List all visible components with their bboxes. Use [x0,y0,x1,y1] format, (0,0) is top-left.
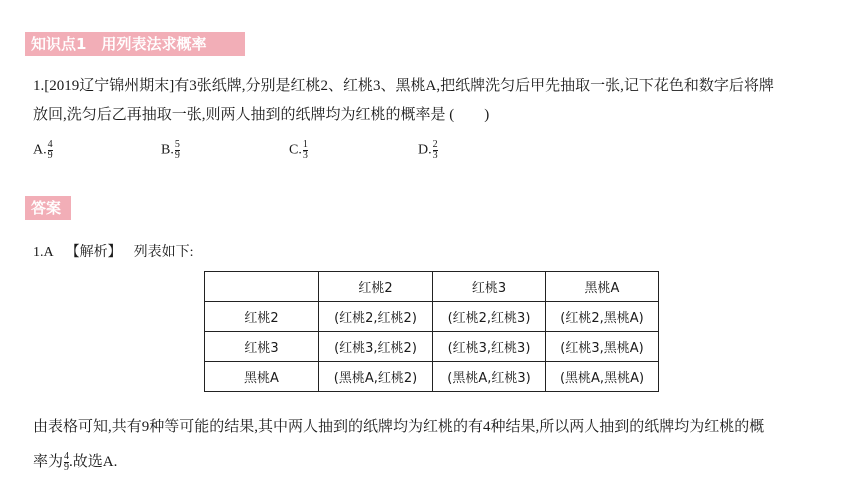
denominator: 3 [302,150,308,161]
question-line-2: 放回,洗匀后乙再抽取一张,则两人抽到的纸牌均为红桃的概率是 ( ) [33,107,490,123]
table-cell: (红桃3,红桃2) [319,332,433,362]
table-row-header: 黑桃A [205,362,319,392]
conclusion-pre: 率为 [33,454,64,470]
conclusion-line-2 [33,450,117,473]
table-header-cell: 红桃2 [319,272,433,302]
table-row [205,362,659,392]
table-row [205,332,659,362]
choice-letter: C. [289,142,302,158]
answer-line [33,241,194,261]
choice-d [418,140,438,161]
table-cell: (红桃2,红桃3) [433,302,546,332]
fraction [433,140,438,161]
denominator: 9 [174,150,180,161]
table-row [205,302,659,332]
numerator: 2 [432,139,438,150]
answer-intro: 列表如下: [133,245,194,260]
analysis-tag: 【解析】 [65,245,122,260]
choice-b [161,140,180,161]
choice-letter: D. [418,142,432,158]
numerator: 4 [47,139,53,150]
table-cell: (黑桃A,黑桃A) [546,362,659,392]
choice-letter: A. [33,142,47,158]
fraction [303,140,308,161]
table-header-cell: 红桃3 [433,272,546,302]
denominator: 9 [64,462,70,474]
conclusion-line-1: 由表格可知,共有9种等可能的结果,其中两人抽到的纸牌均为红桃的有4种结果,所以两人抽到的纸牌均为红桃的概 [33,419,765,435]
answer-badge: 答案 [25,196,71,220]
denominator: 9 [47,150,53,161]
fraction [48,140,53,161]
answer-prefix: 1.A [33,245,54,260]
denominator: 3 [432,150,438,161]
table-row-header: 红桃2 [205,302,319,332]
conclusion-post: .故选A. [69,454,118,470]
numerator: 1 [302,139,308,150]
table-header-cell: 黑桃A [546,272,659,302]
choice-a [33,140,53,161]
table-row-header: 红桃3 [205,332,319,362]
choice-c [289,140,308,161]
table-header-row [205,272,659,302]
table-cell: (黑桃A,红桃3) [433,362,546,392]
choice-letter: B. [161,142,174,158]
outcome-table [204,271,659,392]
section-topic-badge: 知识点1 用列表法求概率 [25,32,245,56]
numerator: 4 [64,451,70,463]
table-cell: (黑桃A,红桃2) [319,362,433,392]
fraction [175,140,180,161]
table-cell: (红桃2,红桃2) [319,302,433,332]
table-header-cell [205,272,319,302]
table-cell: (红桃3,黑桃A) [546,332,659,362]
table-cell: (红桃3,红桃3) [433,332,546,362]
numerator: 5 [174,139,180,150]
question-line-1: 1.[2019辽宁锦州期末]有3张纸牌,分别是红桃2、红桃3、黑桃A,把纸牌洗匀后甲先抽取一张,记下花色和数字后将牌 [33,78,774,94]
table-cell: (红桃2,黑桃A) [546,302,659,332]
